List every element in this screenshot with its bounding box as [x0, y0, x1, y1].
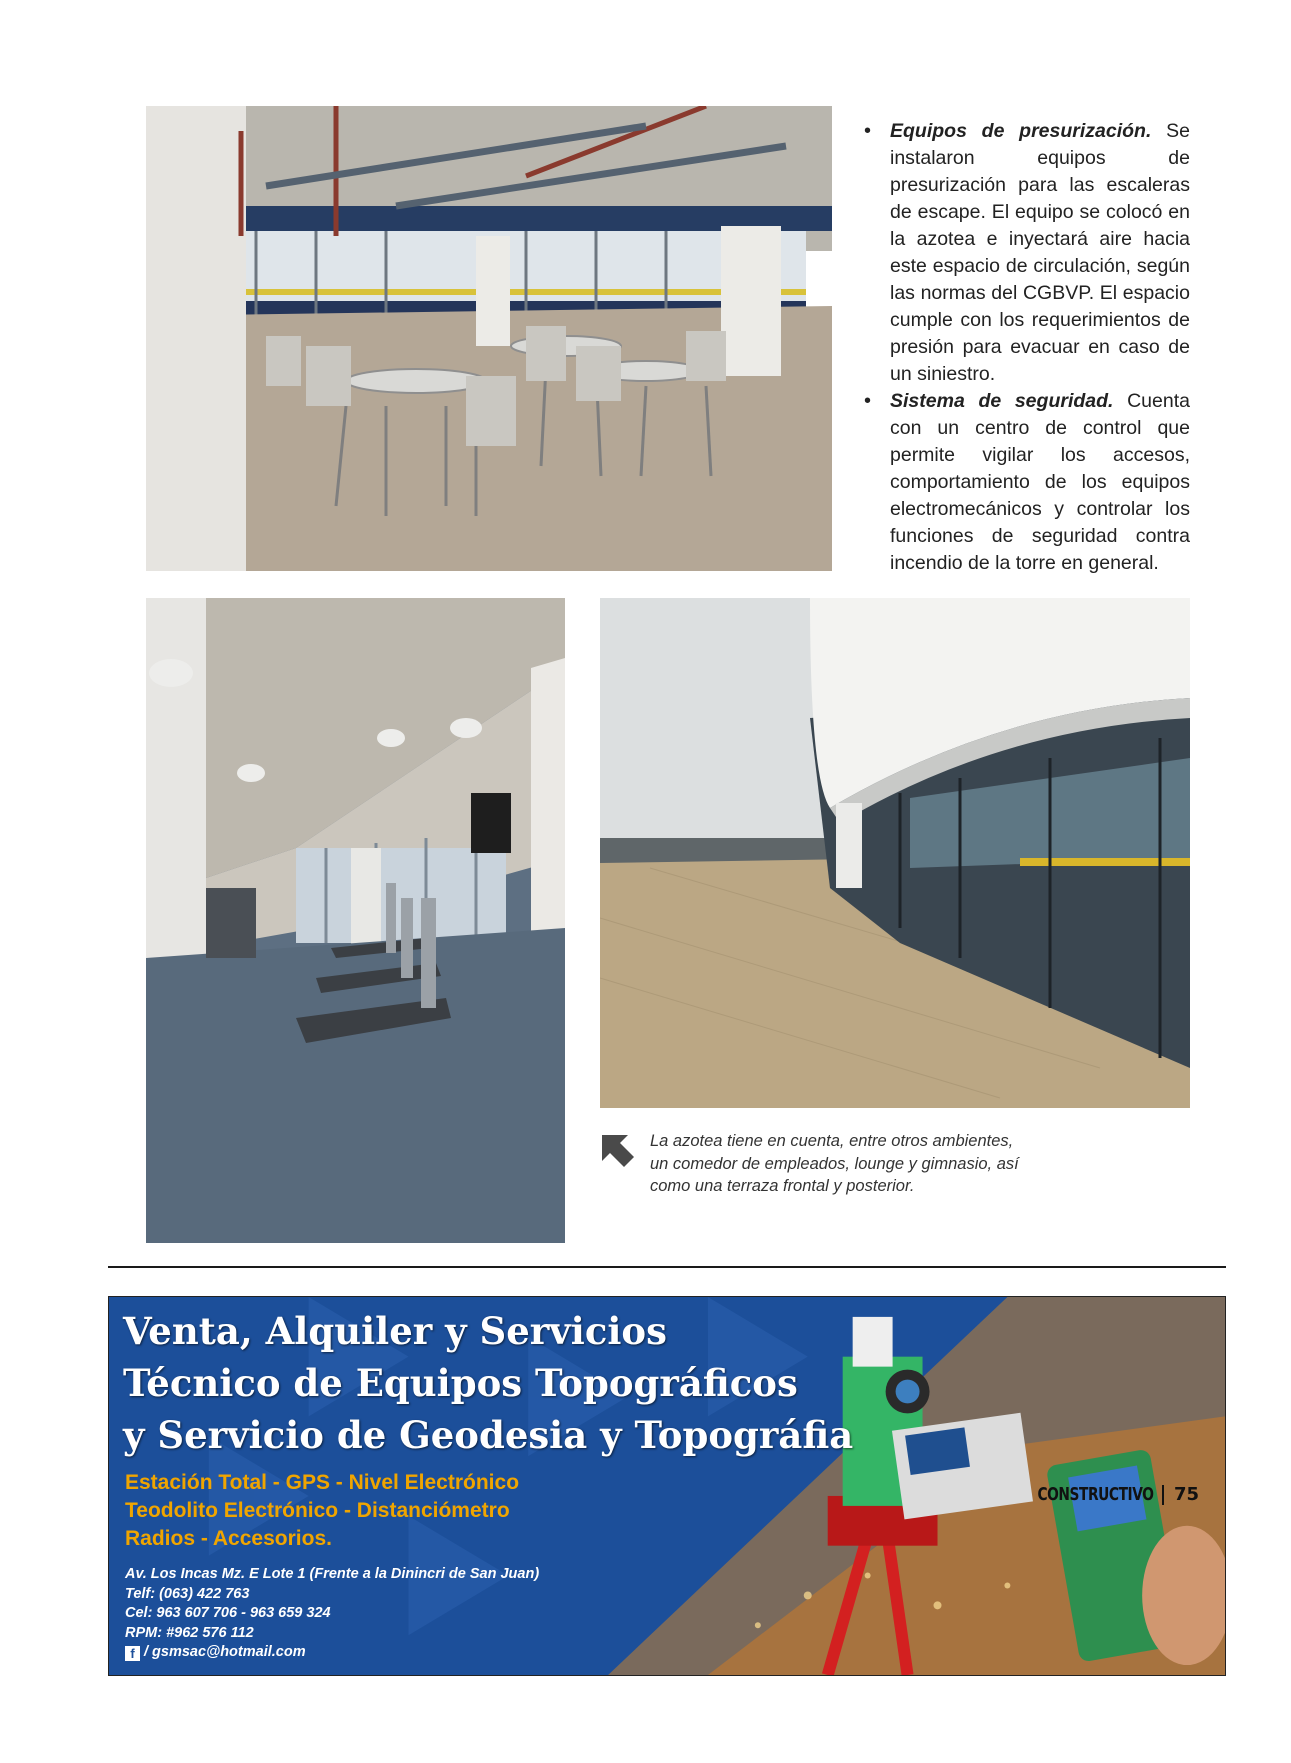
ad-title: [123, 1305, 853, 1461]
ad-product-list: [125, 1469, 519, 1553]
bullet-body: Cuenta con un centro de control que permite vigilar los accesos, comportamiento de los equipos electromecánicos y controlar los funciones de seguridad contra incendio de la torre en general.: [890, 390, 1190, 574]
bullet-pressurization: [860, 118, 1190, 388]
article-bullet-list: [860, 118, 1190, 577]
magazine-brand: CONSTRUCTIVO: [1037, 1484, 1154, 1505]
ad-contact-block: [125, 1565, 539, 1663]
ad-phone: Telf: (063) 422 763: [125, 1585, 250, 1602]
bullet-lead: Sistema de seguridad.: [890, 390, 1114, 412]
dining-area-photo: [146, 106, 832, 571]
terrace-photo: [600, 598, 1190, 1108]
footer-separator: [1162, 1485, 1164, 1505]
page-number: 75: [1173, 1484, 1199, 1505]
page-footer: [1017, 1484, 1199, 1505]
ad-email: / gsmsac@hotmail.com: [144, 1644, 306, 1660]
ad-title-line: Venta, Alquiler y Servicios: [123, 1309, 667, 1353]
arrow-up-left-icon: [600, 1133, 636, 1169]
gym-photo: [146, 598, 565, 1243]
ad-rpm: RPM: #962 576 112: [125, 1624, 254, 1641]
ad-title-line: y Servicio de Geodesia y Topográfia: [123, 1413, 854, 1457]
ad-product-line: Teodolito Electrónico - Distanciómetro: [125, 1499, 510, 1522]
bullet-security: [860, 388, 1190, 577]
ad-social-line: [125, 1643, 539, 1663]
bullet-body: Se instalaron equipos de presurización para las escaleras de escape. El equipo se colocó en la azotea e inyectará aire hacia este espacio de circulación, según las normas del CGBVP. El espacio cumple con los requerimientos de presión para evacuar en caso de un siniestro.: [890, 120, 1190, 385]
bullet-lead: Equipos de presurización.: [890, 120, 1152, 142]
ad-product-line: Radios - Accesorios.: [125, 1527, 332, 1550]
divider-line: [108, 1266, 1226, 1268]
ad-address: Av. Los Incas Mz. E Lote 1 (Frente a la Dinincri de San Juan): [125, 1566, 540, 1582]
photo-caption: La azotea tiene en cuenta, entre otros ambientes, un comedor de empleados, lounge y gimnasio, así como una terraza frontal y posterior.: [650, 1132, 1019, 1195]
ad-product-line: Estación Total - GPS - Nivel Electrónico: [125, 1471, 520, 1494]
ad-cellphone: Cel: 963 607 706 - 963 659 324: [125, 1605, 331, 1621]
ad-title-line: Técnico de Equipos Topográficos: [123, 1361, 798, 1405]
facebook-icon: f: [125, 1646, 140, 1661]
